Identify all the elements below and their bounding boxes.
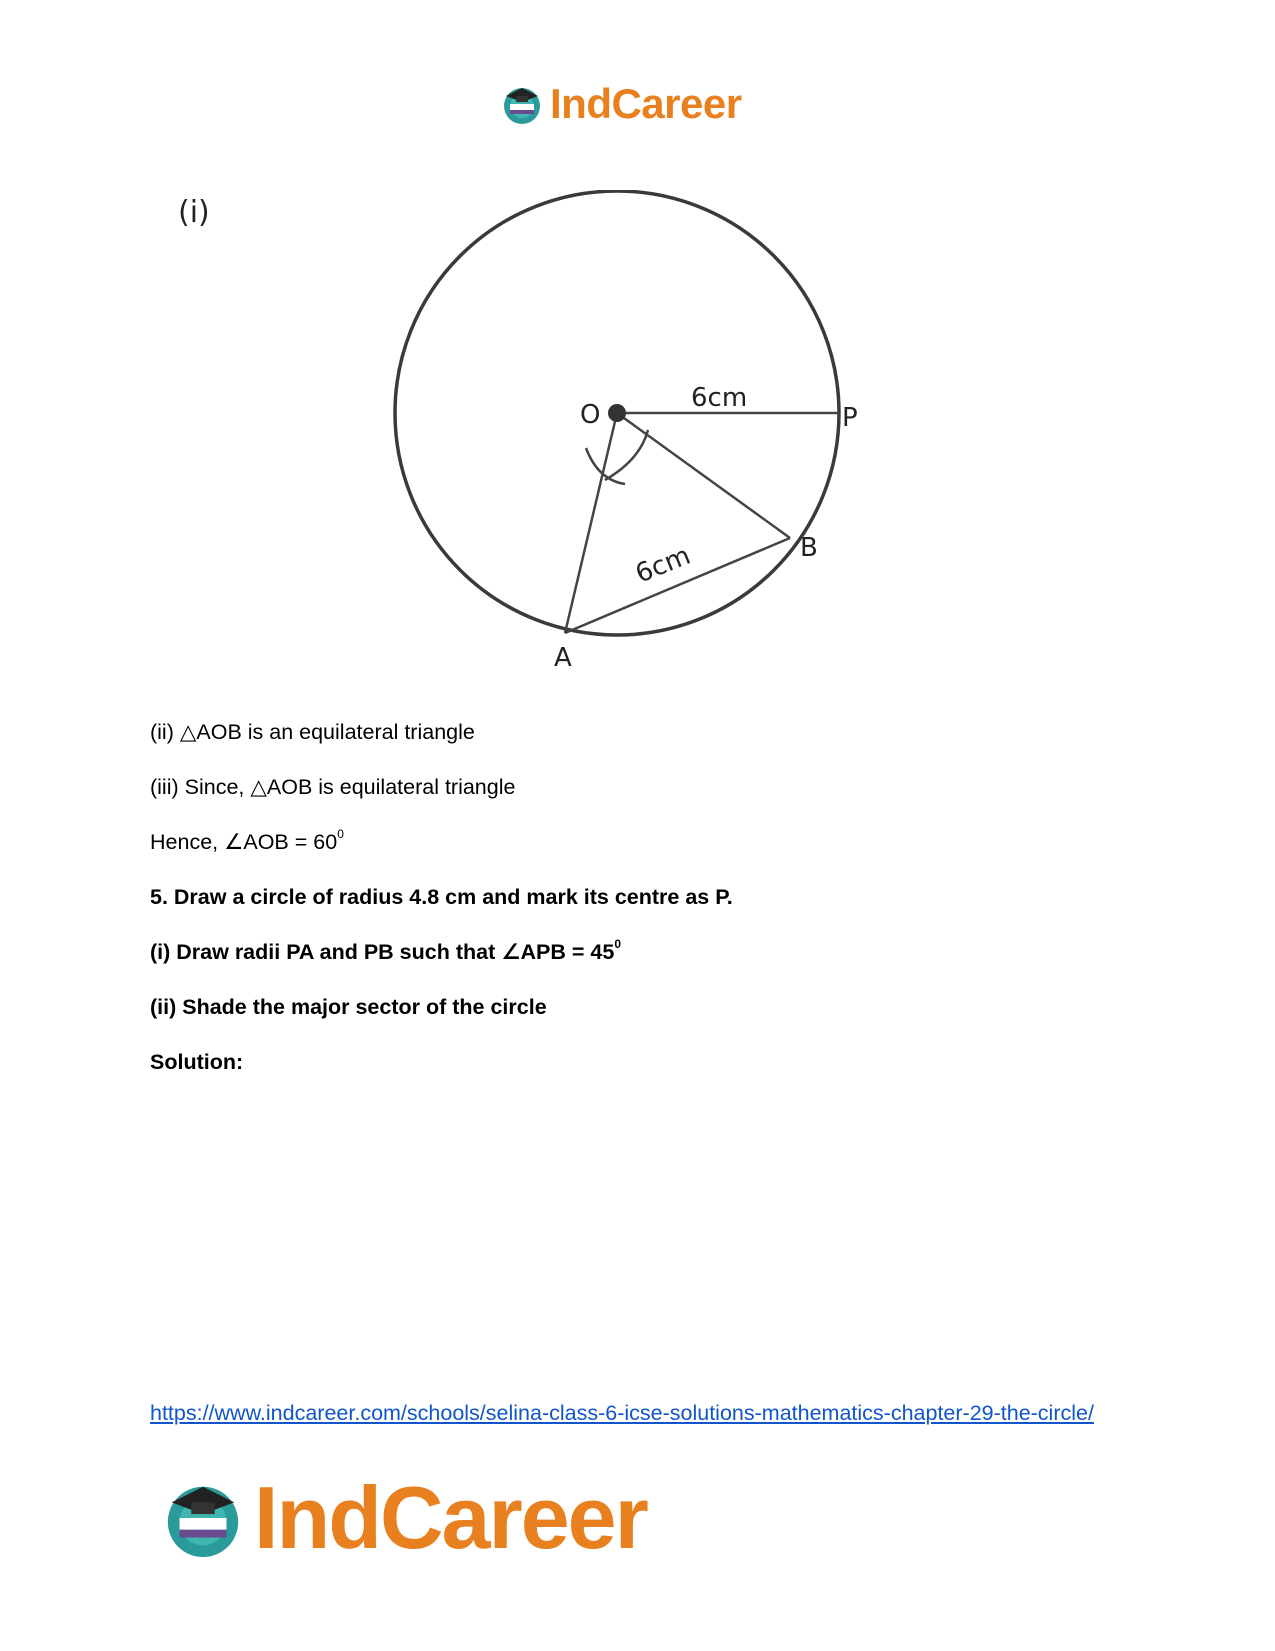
radius-ob (617, 413, 790, 538)
statement-since: (iii) Since, △AOB is equilateral triangle (150, 775, 516, 799)
circle-construction-figure (150, 190, 950, 690)
figure-part-label: (i) (178, 195, 210, 230)
solution-heading: Solution: (150, 1050, 244, 1074)
label-p: P (842, 403, 858, 433)
statement-equilateral: (ii) △AOB is an equilateral triangle (150, 720, 475, 744)
q5i-text: (i) Draw radii PA and PB such that ∠APB = 45 (150, 940, 615, 964)
q5i-degree-sup: 0 (614, 937, 621, 951)
centre-point (608, 404, 626, 422)
footer-brand-text: IndCareer (254, 1468, 647, 1567)
label-o: O (580, 400, 601, 430)
length-ab-label: 6cm (631, 540, 695, 590)
graduation-cap-globe-icon (500, 82, 544, 126)
degree-sup: 0 (337, 827, 344, 841)
hence-text: Hence, ∠AOB = 60 (150, 830, 338, 854)
header-brand-text: IndCareer (550, 80, 742, 127)
radius-oa (565, 413, 617, 633)
question-5: 5. Draw a circle of radius 4.8 cm and mark its centre as P. (150, 885, 733, 909)
statement-hence (150, 827, 344, 855)
question-5-part-ii: (ii) Shade the major sector of the circle (150, 995, 547, 1019)
header-logo[interactable] (500, 76, 780, 132)
length-op-label: 6cm (691, 383, 748, 413)
question-5-part-i (150, 937, 621, 965)
footer-logo[interactable] (160, 1468, 720, 1568)
label-a: A (554, 643, 572, 673)
graduation-cap-globe-icon (160, 1475, 246, 1561)
footer-source-link[interactable]: https://www.indcareer.com/schools/selina-class-6-icse-solutions-mathematics-chapter-29-the-circle/ (150, 1401, 1094, 1425)
label-b: B (800, 533, 818, 563)
